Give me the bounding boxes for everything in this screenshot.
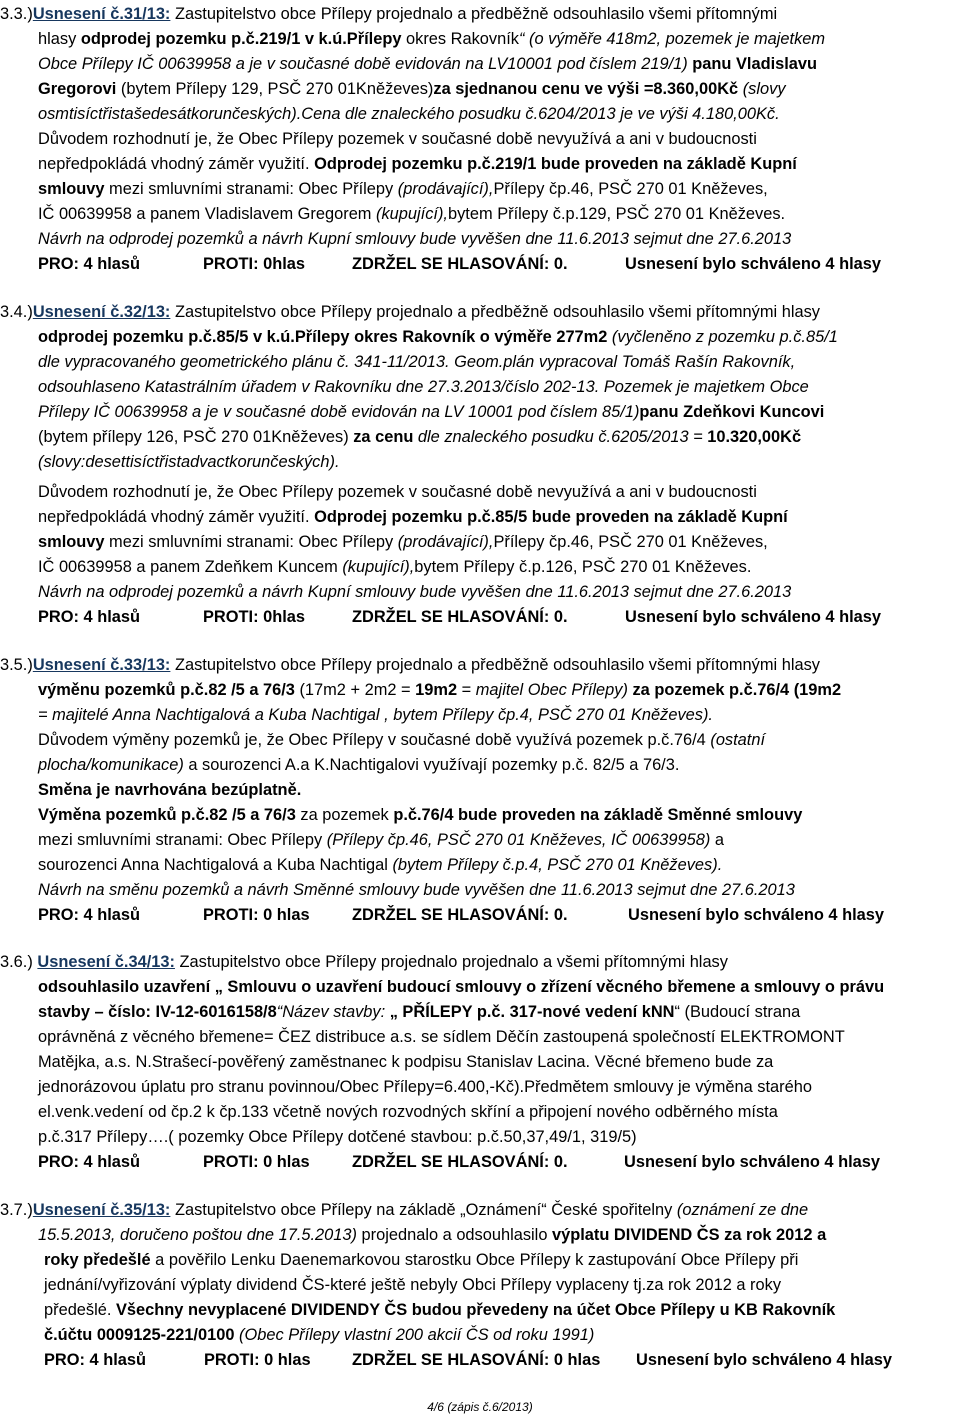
vote-against: PROTI: 0hlas <box>203 608 306 626</box>
item-number: 3.6.) <box>0 953 33 971</box>
text: a pověřilo Lenku Daenemarkovou starostku Obce Přílepy k zastupování Obce Přílepy při <box>150 1251 799 1269</box>
line <box>38 203 785 225</box>
text: (vyčleněno z pozemku p.č.85/1 <box>611 328 838 346</box>
text: Odprodej pozemku p.č.85/5 bude proveden na základě Kupní <box>314 508 788 526</box>
line <box>38 326 838 348</box>
text: (kupující), <box>376 205 448 223</box>
text: = <box>457 681 476 699</box>
text: 15.5.2013, doručeno poštou dne 17.5.2013) <box>38 1226 357 1244</box>
resolution-title: Usnesení č.34/13: <box>37 953 175 971</box>
text: (prodávající), <box>397 180 494 198</box>
line: odsouhlaseno Katastrálním úřadem v Rakovníku dne 27.3.2013/číslo 202-13. Pozemek je majetkem Obce <box>38 378 809 396</box>
vote-result <box>38 253 918 275</box>
text: Všechny nevyplacené DIVIDENDY ČS budou převedeny na účet Obce Přílepy u KB Rakovník <box>115 1301 836 1319</box>
line <box>0 951 728 973</box>
text: Gregorovi <box>38 80 117 98</box>
text: č.účtu 0009125-221/0100 <box>44 1326 235 1344</box>
text: (Obec Přílepy vlastní 200 akcií ČS od roku 1991) <box>234 1326 595 1344</box>
text: sourozenci Anna Nachtigalová a Kuba Nachtigal <box>38 856 393 874</box>
text: IČ 00639958 a panem Vladislavem Gregorem <box>38 205 377 223</box>
line <box>38 1224 826 1246</box>
page-footer: 4/6 (zápis č.6/2013) <box>427 1400 533 1414</box>
text: panu Zdeňkovi Kuncovi <box>639 403 825 421</box>
text: výměnu pozemků p.č.82 /5 a 76/3 <box>38 681 295 699</box>
line <box>38 426 801 448</box>
text: Obce Přílepy IČ 00639958 a je v současné době evidován na LV10001 pod číslem 219/1) <box>38 55 688 73</box>
text: mezi smluvními stranami: Obec Přílepy <box>104 180 398 198</box>
line <box>38 78 786 100</box>
line <box>38 729 765 751</box>
line <box>38 153 797 175</box>
text: za pozemek p.č.76/4 (19m2 <box>627 681 842 699</box>
line: Důvodem rozhodnutí je, že Obec Přílepy pozemek v současné době nevyužívá a ani v budoucnosti <box>38 130 757 148</box>
vote-result <box>38 606 918 628</box>
text: roky předešlé <box>44 1251 151 1269</box>
text: projednalo a odsouhlasilo <box>356 1226 552 1244</box>
text: a sourozenci A.a K.Nachtigalovi využívají pozemky p.č. 82/5 a 76/3. <box>183 756 680 774</box>
text: nepředpokládá vhodný záměr využití. <box>38 508 315 526</box>
text: IČ 00639958 a panem Zdeňkem Kuncem <box>38 558 343 576</box>
text: panu Vladislavu <box>687 55 818 73</box>
line: (slovy:desettisíctřistadvactkorunčeských). <box>38 453 340 471</box>
line <box>38 829 724 851</box>
text: (slovy <box>738 80 786 98</box>
vote-approved: Usnesení bylo schváleno 4 hlasy <box>636 1351 892 1369</box>
text: (prodávající), <box>397 533 494 551</box>
text: (ostatní <box>710 731 766 749</box>
text: nepředpokládá vhodný záměr využití. <box>38 155 315 173</box>
item-number: 3.5.) <box>0 656 33 674</box>
line: jednání/vyřizování výplaty dividend ČS-které ještě nebyly Obci Přílepy vyplaceny tj.za rok 2012 a roky <box>44 1276 782 1294</box>
text: Zastupitelstvo obce Přílepy projednalo a předběžně odsouhlasilo všemi přítomnými hlasy <box>170 303 820 321</box>
vote-abstain: ZDRŽEL SE HLASOVÁNÍ: 0. <box>352 608 568 626</box>
vote-against: PROTI: 0 hlas <box>204 1351 311 1369</box>
text: za cenu <box>353 428 414 446</box>
resolution-title: Usnesení č.35/13: <box>32 1201 171 1219</box>
line <box>38 178 768 200</box>
item-number: 3.7.) <box>0 1201 33 1219</box>
text: smlouvy <box>38 180 105 198</box>
line <box>44 1249 798 1271</box>
text: okres Rakovník <box>401 30 519 48</box>
resolution-title: Usnesení č.32/13: <box>32 303 171 321</box>
line: dle vypracovaného geometrického plánu č. 341-11/2013. Geom.plán vypracoval Tomáš Rašín Rakovník, <box>38 353 796 371</box>
text: bytem Přílepy č.p.129, PSČ 270 01 Kněževes. <box>448 205 786 223</box>
text: stavby – číslo: IV-12-6016158/8 <box>38 1003 277 1021</box>
text: hlasy <box>38 30 81 48</box>
item-number: 3.3.) <box>0 5 33 23</box>
text: (Přílepy čp.46, PSČ 270 01 Kněževes, IČ 00639958) <box>326 831 711 849</box>
text: a <box>710 831 724 849</box>
line: Návrh na směnu pozemků a návrh Směnné smlouvy bude vyvěšen dne 11.6.2013 sejmut dne 27.6.2013 <box>38 881 795 899</box>
text: (oznámení ze dne <box>676 1201 809 1219</box>
text: za pozemek <box>295 806 394 824</box>
vote-result <box>38 904 918 926</box>
line: Směna je navrhována bezúplatně. <box>38 781 302 799</box>
line: jednorázovou úplatu pro stranu povinnou/Obec Přílepy=6.400,-Kč).Předmětem smlouvy je výměna starého <box>38 1078 812 1096</box>
text: odprodej pozemku p.č.219/1 v k.ú.Přílepy <box>80 30 402 48</box>
vote-against: PROTI: 0 hlas <box>203 906 310 924</box>
text: o výměře 277m2 <box>475 328 612 346</box>
vote-abstain: ZDRŽEL SE HLASOVÁNÍ: 0. <box>352 1153 568 1171</box>
text: p.č.76/4 bude proveden na základě Směnné smlouvy <box>393 806 803 824</box>
text: (17m2 + 2m2 = <box>294 681 416 699</box>
vote-abstain: ZDRŽEL SE HLASOVÁNÍ: 0. <box>352 255 568 273</box>
text: Důvodem výměny pozemků je, že Obec Přílepy v současné době využívá pozemek p.č.76/4 <box>38 731 711 749</box>
text: osmtisíctřistašedesátkorunčeských). <box>38 105 302 123</box>
vote-for: PRO: 4 hlasů <box>38 255 141 273</box>
line <box>38 53 817 75</box>
vote-result <box>38 1151 918 1173</box>
text: Zastupitelstvo obce Přílepy projednalo a předběžně odsouhlasilo všemi přítomnými <box>170 5 778 23</box>
item-number: 3.4.) <box>0 303 33 321</box>
text: odprodej pozemku p.č.85/5 v k.ú.Přílepy okres Rakovník <box>38 328 476 346</box>
text: plocha/komunikace) <box>38 756 184 774</box>
text: (bytem přílepy 126, PSČ 270 01Kněževes) <box>38 428 354 446</box>
line <box>38 556 751 578</box>
vote-abstain: ZDRŽEL SE HLASOVÁNÍ: 0. <box>352 906 568 924</box>
text: 19m2 <box>415 681 458 699</box>
text: “Název stavby: <box>276 1003 390 1021</box>
line <box>0 1199 808 1221</box>
line <box>38 804 802 826</box>
text: výplatu DIVIDEND ČS za rok 2012 a <box>552 1226 827 1244</box>
vote-approved: Usnesení bylo schváleno 4 hlasy <box>624 1153 880 1171</box>
text: Cena dle znaleckého posudku č.6204/2013 je ve výši 4.180,00Kč. <box>301 105 780 123</box>
line <box>38 506 788 528</box>
line <box>44 1299 835 1321</box>
text: Přílepy čp.46, PSČ 270 01 Kněževes, <box>493 180 768 198</box>
line <box>38 1001 800 1023</box>
text: Zastupitelstvo obce Přílepy projednalo projednalo a všemi přítomnými hlasy <box>174 953 728 971</box>
vote-against: PROTI: 0hlas <box>203 255 306 273</box>
text: mezi smluvními stranami: Obec Přílepy <box>38 831 327 849</box>
text: Zastupitelstvo obce Přílepy projednalo a předběžně odsouhlasilo všemi přítomnými hlasy <box>170 656 820 674</box>
line <box>0 654 820 676</box>
line: odsouhlasilo uzavření „ Smlouvu o uzavření budoucí smlouvy o zřízení věcného břemene a smlouvy o právu <box>38 978 885 996</box>
line: Návrh na odprodej pozemků a návrh Kupní smlouvy bude vyvěšen dne 11.6.2013 sejmut dne 27.6.2013 <box>38 230 792 248</box>
resolution-title: Usnesení č.31/13: <box>32 5 171 23</box>
text: dle znaleckého posudku č.6205/2013 = <box>413 428 708 446</box>
text: Odprodej pozemku p.č.219/1 bude proveden na základě Kupní <box>314 155 797 173</box>
line: el.venk.vedení od čp.2 k čp.133 včetně nových rozvodných skříní a připojení nového odběrného místa <box>38 1103 778 1121</box>
line: = majitelé Anna Nachtigalová a Kuba Nachtigal , bytem Přílepy čp.4, PSČ 270 01 Kněževes). <box>38 706 713 724</box>
line <box>0 3 777 25</box>
text: předešlé. <box>44 1301 116 1319</box>
vote-approved: Usnesení bylo schváleno 4 hlasy <box>625 255 881 273</box>
text: Výměna pozemků p.č.82 /5 a 76/3 <box>38 806 296 824</box>
vote-against: PROTI: 0 hlas <box>203 1153 310 1171</box>
text: bytem Přílepy č.p.126, PSČ 270 01 Kněževes. <box>414 558 752 576</box>
text: Přílepy čp.46, PSČ 270 01 Kněževes, <box>493 533 768 551</box>
vote-approved: Usnesení bylo schváleno 4 hlasy <box>625 608 881 626</box>
line: p.č.317 Přílepy….( pozemky Obce Přílepy dotčené stavbou: p.č.50,37,49/1, 319/5) <box>38 1128 637 1146</box>
line: Návrh na odprodej pozemků a návrh Kupní smlouvy bude vyvěšen dne 11.6.2013 sejmut dne 27.6.2013 <box>38 583 792 601</box>
text: (bytem Přílepy č.p.4, PSČ 270 01 Kněževes). <box>392 856 723 874</box>
vote-abstain: ZDRŽEL SE HLASOVÁNÍ: 0 hlas <box>352 1351 601 1369</box>
text: “ (o výměře 418m2, pozemek je majetkem <box>518 30 826 48</box>
vote-for: PRO: 4 hlasů <box>38 608 141 626</box>
text: Přílepy IČ 00639958 a je v současné době evidován na LV 10001 pod číslem 85/1) <box>38 403 640 421</box>
text: smlouvy <box>38 533 105 551</box>
text: majitel Obec Přílepy) <box>475 681 628 699</box>
line: oprávněná z věcného břemene= ČEZ distribuce a.s. se sídlem Děčín zastoupená společností ELEKTROMONT <box>38 1028 845 1046</box>
text: Zastupitelstvo obce Přílepy na základě „Oznámení“ České spořitelny <box>170 1201 677 1219</box>
resolution-title: Usnesení č.33/13: <box>32 656 171 674</box>
text: „ PŘÍLEPY p.č. 317-nové vedení kNN <box>389 1003 675 1021</box>
vote-for: PRO: 4 hlasů <box>44 1351 147 1369</box>
text: “ (Budoucí strana <box>674 1003 801 1021</box>
vote-approved: Usnesení bylo schváleno 4 hlasy <box>628 906 884 924</box>
line <box>44 1324 594 1346</box>
line: Matějka, a.s. N.Strašecí-pověřený zaměstnanec k podpisu Stanislav Lacina. Věcné břemeno bude za <box>38 1053 774 1071</box>
text: 10.320,00Kč <box>707 428 802 446</box>
line <box>38 28 825 50</box>
vote-for: PRO: 4 hlasů <box>38 906 141 924</box>
text: (kupující), <box>342 558 415 576</box>
line <box>38 103 780 125</box>
line <box>38 401 824 423</box>
text: mezi smluvními stranami: Obec Přílepy <box>104 533 398 551</box>
line <box>38 854 722 876</box>
line <box>38 679 841 701</box>
vote-for: PRO: 4 hlasů <box>38 1153 141 1171</box>
line <box>38 531 768 553</box>
text: za sjednanou cenu ve výši =8.360,00Kč <box>433 80 739 98</box>
vote-result <box>44 1349 924 1371</box>
text: (bytem Přílepy 129, PSČ 270 01Kněževes) <box>116 80 434 98</box>
line: Důvodem rozhodnutí je, že Obec Přílepy pozemek v současné době nevyužívá a ani v budoucnosti <box>38 483 757 501</box>
line <box>0 301 820 323</box>
line <box>38 754 679 776</box>
